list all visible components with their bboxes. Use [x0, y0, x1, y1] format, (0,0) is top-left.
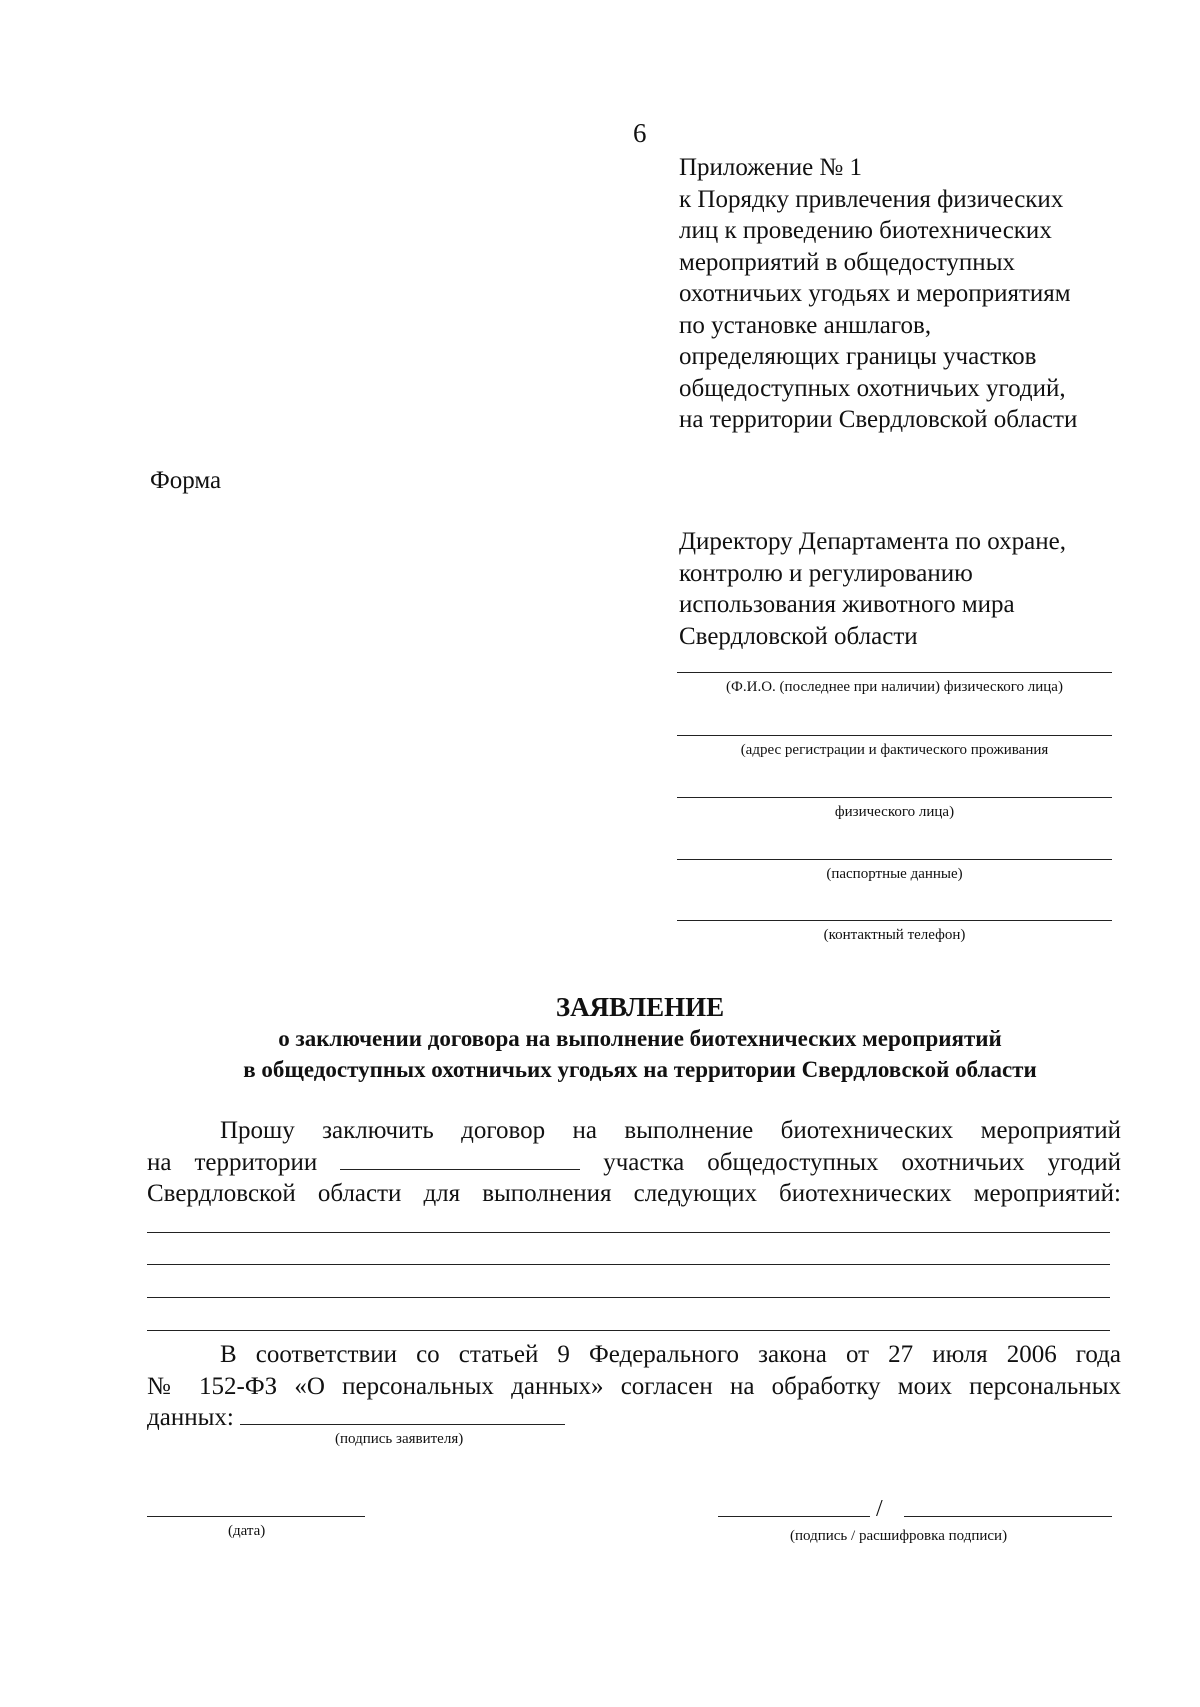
request-paragraph	[147, 1115, 1121, 1210]
address-line[interactable]	[677, 735, 1112, 736]
consent-line-3-label: данных:	[147, 1404, 234, 1431]
appendix-header	[679, 152, 1077, 436]
request-line-1: Прошу заключить договор на выполнение биотехнических мероприятий	[220, 1117, 1121, 1144]
addressee-line: Свердловской области	[679, 622, 918, 650]
request-line-2	[147, 1147, 1121, 1179]
consent-line-1: В соответствии со статьей 9 Федерального закона от 27 июля 2006 года	[220, 1341, 1121, 1368]
activities-line-4[interactable]	[147, 1330, 1110, 1331]
sign-separator: /	[876, 1496, 883, 1522]
sign-caption: (подпись / расшифровка подписи)	[790, 1528, 1008, 1544]
consent-paragraph	[147, 1339, 1121, 1434]
consent-line-2: № 152-ФЗ «О персональных данных» согласен на обработку моих персональных	[147, 1372, 1121, 1400]
appendix-line: мероприятий в общедоступных	[679, 248, 1015, 276]
fio-caption: (Ф.И.О. (последнее при наличии) физического лица)	[726, 679, 1063, 695]
address-caption: (адрес регистрации и фактического проживания	[740, 742, 1049, 758]
territory-blank[interactable]	[340, 1147, 580, 1170]
addressee-line: Директору Департамента по охране,	[679, 528, 1066, 555]
appendix-line: по установке аншлагов,	[679, 311, 932, 339]
appendix-line: охотничьих угодьях и мероприятиям	[679, 280, 1071, 307]
sign-decode-line[interactable]	[904, 1516, 1112, 1517]
activities-line-2[interactable]	[147, 1264, 1110, 1265]
appendix-line: лиц к проведению биотехнических	[679, 217, 1052, 244]
appendix-line: Приложение № 1	[679, 154, 863, 181]
request-line-3: Свердловской области для выполнения следующих биотехнических мероприятий:	[147, 1180, 1121, 1207]
page-number: 6	[633, 118, 647, 148]
appendix-line: к Порядку привлечения физических	[679, 185, 1064, 213]
document-subtitle-2: в общедоступных охотничьих угодьях на территории Свердловской области	[243, 1057, 1037, 1082]
addressee-line: контролю и регулированию	[679, 559, 973, 587]
sign-line[interactable]	[718, 1516, 870, 1517]
appendix-line: на территории Свердловской области	[679, 406, 1078, 433]
request-line-2-end: участка общедоступных охотничьих угодий	[603, 1148, 1122, 1176]
fio-line[interactable]	[677, 672, 1112, 673]
date-caption: (дата)	[228, 1523, 266, 1539]
appendix-line: общедоступных охотничьих угодий,	[679, 374, 1066, 402]
phone-caption: (контактный телефон)	[823, 927, 966, 943]
request-line-2-start: на территории	[147, 1148, 318, 1176]
form-label: Форма	[150, 467, 222, 494]
date-line[interactable]	[147, 1516, 365, 1517]
appendix-line: определяющих границы участков	[679, 343, 1037, 370]
passport-line[interactable]	[677, 859, 1112, 860]
consent-line-3	[147, 1402, 1121, 1434]
addressee-block	[679, 526, 1066, 652]
address-caption-2: физического лица)	[834, 804, 955, 820]
document-subtitle-1: о заключении договора на выполнение биотехнических мероприятий	[278, 1026, 1002, 1051]
address-line-2[interactable]	[677, 797, 1112, 798]
passport-caption: (паспортные данные)	[826, 866, 963, 882]
phone-line[interactable]	[677, 920, 1112, 921]
activities-line-3[interactable]	[147, 1297, 1110, 1298]
applicant-signature-caption: (подпись заявителя)	[335, 1431, 464, 1447]
document-title: ЗАЯВЛЕНИЕ	[555, 992, 725, 1022]
activities-line-1[interactable]	[147, 1232, 1110, 1233]
addressee-line: использования животного мира	[679, 591, 1015, 618]
applicant-signature-blank[interactable]	[240, 1402, 565, 1425]
